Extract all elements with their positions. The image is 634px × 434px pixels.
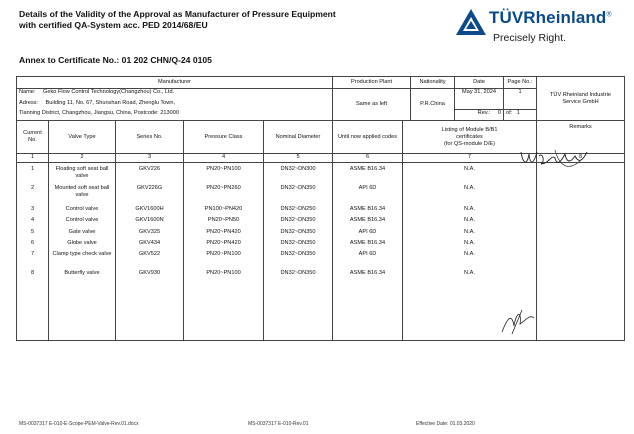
row-type: Butterfly valve xyxy=(64,270,100,276)
row-code: ASME B16.34 xyxy=(349,270,386,276)
row-type: Floating soft seat ball valve xyxy=(55,166,109,179)
row-listing: N.A. xyxy=(464,166,475,172)
row-code: ASME B16.34 xyxy=(349,166,386,172)
row-pressure: PN20~PN50 xyxy=(207,217,240,223)
body-pressure xyxy=(184,163,264,341)
date-value: May 31, 2024 xyxy=(455,89,504,110)
body-remarks xyxy=(537,163,625,341)
row-diameter: DN32~DN350 xyxy=(280,229,316,235)
row-pressure: PN20~PN420 xyxy=(206,229,241,235)
row-series: GKV1600N xyxy=(135,217,164,223)
col-remarks: Remarks xyxy=(537,121,625,154)
row-diameter: DN32~DN350 xyxy=(280,240,316,246)
brand-name: TÜVRheinland® xyxy=(489,8,612,27)
row-series: GKV226G xyxy=(136,185,163,191)
row-diameter: DN32~DN350 xyxy=(280,251,316,257)
row-pressure: PN100~PN420 xyxy=(204,206,243,212)
row-series: GKV930 xyxy=(138,270,161,276)
footer-doc-id: MS-0037317 E-010-Rev.01 xyxy=(248,421,309,427)
row-type: Globe valve xyxy=(67,240,97,246)
row-code: API 6D xyxy=(358,185,377,191)
row-pressure: PN20~PN100 xyxy=(206,270,241,276)
row-diameter: DN32~DN250 xyxy=(280,206,316,212)
approval-table xyxy=(16,76,625,341)
manufacturer-label: Manufacturer xyxy=(17,77,333,89)
row-type: Gate valve xyxy=(68,229,96,235)
col-nominal-diameter: Nominal Diameter xyxy=(264,121,333,154)
row-series: GKV1600H xyxy=(135,206,164,212)
body-valve-type xyxy=(49,163,116,341)
registered-mark: ® xyxy=(606,11,612,19)
col-number: 5 xyxy=(264,154,333,163)
row-diameter: DN32~DN350 xyxy=(280,217,316,223)
row-no: 3 xyxy=(30,206,35,212)
col-number: 2 xyxy=(49,154,116,163)
col-pressure-class: Pressure Class xyxy=(184,121,264,154)
row-no: 6 xyxy=(30,240,35,246)
row-no: 4 xyxy=(30,217,35,223)
col-number: 8 xyxy=(537,154,625,163)
manufacturer-address xyxy=(17,100,333,110)
row-code: ASME B16.34 xyxy=(349,240,386,246)
issuer-line-2: Service GmbH xyxy=(562,98,599,105)
date-label: Date xyxy=(455,77,504,89)
row-series: GKV522 xyxy=(138,251,161,257)
col-valve-type: Valve Type xyxy=(49,121,116,154)
row-listing: N.A. xyxy=(464,229,475,235)
annex-title: Annex to Certificate No.: 01 202 CHN/Q-24 0105 xyxy=(19,55,212,65)
col-applied-codes: Until now applied codes xyxy=(333,121,403,154)
body-series xyxy=(116,163,184,341)
row-series: GKV434 xyxy=(138,240,161,246)
header-row-labels xyxy=(17,77,625,89)
row-diameter: DN32~DN300 xyxy=(280,166,316,172)
of-value: 1 xyxy=(516,110,520,116)
row-type: Control valve xyxy=(65,206,99,212)
row-pressure: PN20~PN100 xyxy=(206,251,241,257)
rev-cell: Rev.: 0 xyxy=(455,110,504,121)
row-pressure: PN20~PN260 xyxy=(206,185,241,191)
address-line-1: Building 11, No. 67, Shunshan Road, Zhenglu Town, xyxy=(45,99,176,106)
body-no xyxy=(17,163,49,341)
rev-value: 0 xyxy=(497,110,501,116)
row-series: GKV226 xyxy=(138,166,161,172)
row-pressure: PN20~PN100 xyxy=(206,166,241,172)
body-codes xyxy=(333,163,403,341)
row-type: Clamp type check valve xyxy=(52,251,112,257)
plant-value: Same as left xyxy=(333,89,411,121)
row-code: API 6D xyxy=(358,229,377,235)
col-listing: Listing of Module B/B1 certificates (for QS-module D/E) xyxy=(403,121,537,154)
row-listing: N.A. xyxy=(464,217,475,223)
col-number: 1 xyxy=(17,154,49,163)
col-current-no: Current No. xyxy=(17,121,49,154)
row-code: API 6D xyxy=(358,251,377,257)
row-diameter: DN32~DN350 xyxy=(280,185,316,191)
nationality-value: P.R.China xyxy=(411,89,455,121)
of-cell: of: 1 xyxy=(504,110,537,121)
col-number: 7 xyxy=(403,154,537,163)
row-no: 8 xyxy=(30,270,35,276)
name-value: Geko Flow Control Technology(Changzhou) Co., Ltd. xyxy=(43,89,175,95)
brand-tagline: Precisely Right. xyxy=(493,32,566,44)
col-number: 4 xyxy=(184,154,264,163)
row-type: Mounted soft seat ball valve xyxy=(54,185,110,198)
footer-doc-name: MS-0037317 E-010-E-Scope-PEM-Valve-Rev.01.docx xyxy=(19,421,139,427)
row-series: GKV325 xyxy=(138,229,161,235)
row-listing: N.A. xyxy=(464,270,475,276)
row-type: Control valve xyxy=(65,217,99,223)
title-line-1: Details of the Validity of the Approval as Manufacturer of Pressure Equipment xyxy=(19,9,336,19)
signature-bottom xyxy=(498,306,538,336)
header-row-district xyxy=(17,110,625,121)
row-no: 7 xyxy=(30,251,35,257)
footer-effective-date: Effective Date: 01.03.2020 xyxy=(416,421,475,427)
row-listing: N.A. xyxy=(464,240,475,246)
title-line-2: with certified QA-System acc. PED 2014/68/EU xyxy=(19,20,208,30)
nationality-label: Nationality xyxy=(411,77,455,89)
manufacturer-name xyxy=(17,89,333,100)
production-plant-label: Production Plant xyxy=(333,77,411,89)
row-no: 5 xyxy=(30,229,35,235)
col-number: 3 xyxy=(116,154,184,163)
row-listing: N.A. xyxy=(464,251,475,257)
document-title xyxy=(19,9,336,31)
issuer-line-1: TÜV Rheinland Industrie xyxy=(550,91,611,98)
row-listing: N.A. xyxy=(464,206,475,212)
row-listing: N.A. xyxy=(464,185,475,191)
col-series-no: Series No. xyxy=(116,121,184,154)
body-diameter xyxy=(264,163,333,341)
page-value: 1 xyxy=(504,89,537,110)
row-diameter: DN32~DN350 xyxy=(280,270,316,276)
tuv-logo xyxy=(455,8,625,52)
page-label: Page No.: xyxy=(504,77,537,89)
row-code: ASME B16.34 xyxy=(349,206,386,212)
header-row-name xyxy=(17,89,625,100)
row-no: 2 xyxy=(30,185,35,191)
issuer-cell xyxy=(537,77,625,121)
row-code: ASME B16.34 xyxy=(349,217,386,223)
address-label: Adress: xyxy=(19,99,38,106)
col-number: 6 xyxy=(333,154,403,163)
signature-top xyxy=(515,142,595,174)
row-pressure: PN20~PN420 xyxy=(206,240,241,246)
tuv-triangle-icon xyxy=(455,8,487,36)
name-label: Name: xyxy=(19,89,36,95)
address-line-2: Tianning District, Changzhou, Jiangsu, China, Postcode: 213000 xyxy=(17,110,333,121)
row-no: 1 xyxy=(30,166,35,172)
